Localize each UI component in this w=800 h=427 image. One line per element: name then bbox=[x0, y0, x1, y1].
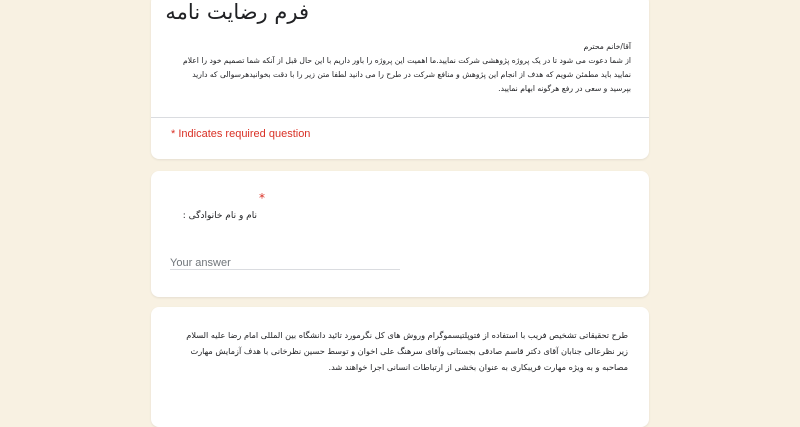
description-card bbox=[151, 307, 649, 427]
full-name-input[interactable] bbox=[170, 254, 400, 272]
question-card-full-name bbox=[151, 171, 649, 297]
header-divider bbox=[151, 117, 649, 118]
question-label: نام و نام خانوادگی : bbox=[182, 211, 257, 221]
intro-salutation: آقا/خانم محترم bbox=[583, 42, 631, 51]
form-description bbox=[173, 40, 631, 96]
intro-body: از شما دعوت می شود تا در یک پروژه پژوهشی شرکت نمایید.ما اهمیت این پروژه را باور داریم با این حال قبل از آنکه شما تصمیم خود را اعلام نمایید باید مطمئن شویم که هدف از انجام این پژوهش و منافع شرکت در طرح را می دانید لطفا متن زیر را با دقت بخوانیدهرسوالی که دارید بپرسید و سعی در رفع هرگونه ابهام نمایید. bbox=[183, 56, 631, 93]
answer-field-underline bbox=[170, 251, 400, 270]
required-marker: * bbox=[259, 191, 265, 205]
form-title: فرم رضایت نامه bbox=[165, 0, 309, 24]
study-description: طرح تحقیقاتی تشخیص فریب با استفاده از فتوپلتیسموگرام وروش های کل نگرمورد تائید دانشگاه بین المللی امام رضا علیه السلام زیر نظرعالی جنابان آقای دکتر قاسم صادقی بجستانی وآقای سرهنگ علی اخوان و توسط حسین نظرخانی با هدف آزمایش مهارت مصاحبه و به ویژه مهارت فریبکاری به عنوان بخشی از ارتباطات انسانی اجرا خواهند شد. bbox=[186, 330, 628, 372]
form-header-card bbox=[151, 0, 649, 159]
required-question-note: * Indicates required question bbox=[171, 128, 311, 140]
